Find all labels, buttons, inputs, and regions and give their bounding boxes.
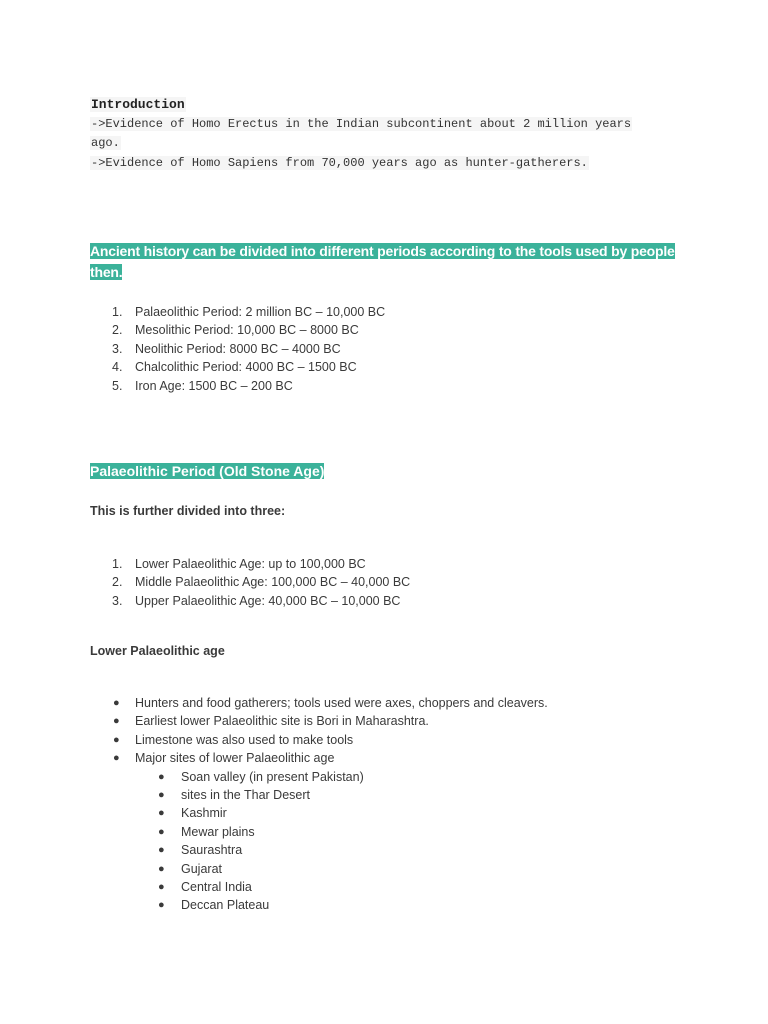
- bullet-icon: ●: [158, 899, 165, 912]
- list-item: ● Limestone was also used to make tools: [90, 731, 548, 749]
- list-item: 5. Iron Age: 1500 BC – 200 BC: [112, 378, 293, 393]
- list-item: 4. Chalcolithic Period: 4000 BC – 1500 BC: [112, 360, 357, 375]
- list-item: 1. Palaeolithic Period: 2 million BC – 10,000 BC: [112, 305, 386, 319]
- intro-line-homo-sapiens: ->Evidence of Homo Sapiens from 70,000 years ago as hunter-gatherers.: [91, 155, 588, 170]
- list-item: 2. Mesolithic Period: 10,000 BC – 8000 BC: [112, 323, 359, 338]
- sub-list-item: ● Soan valley (in present Pakistan): [90, 768, 548, 786]
- lower-palaeolithic-list: [90, 694, 548, 915]
- bullet-icon: ●: [158, 807, 165, 820]
- palaeolithic-divisions-list: [90, 555, 410, 610]
- bullet-icon: ●: [158, 880, 165, 893]
- bullet-icon: ●: [158, 770, 165, 783]
- sub-list-item: ● Saurashtra: [90, 841, 548, 859]
- bullet-icon: ●: [113, 752, 120, 765]
- list-item: 3. Neolithic Period: 8000 BC – 4000 BC: [112, 341, 341, 356]
- bullet-icon: ●: [158, 862, 165, 875]
- sub-list-item: ● sites in the Thar Desert: [90, 786, 548, 804]
- sub-list-item: ● Mewar plains: [90, 823, 548, 841]
- introduction-section: [90, 95, 650, 172]
- bullet-icon: ●: [158, 788, 165, 801]
- introduction-title: Introduction: [91, 97, 185, 112]
- list-item: 3. Upper Palaeolithic Age: 40,000 BC – 10,000 BC: [112, 593, 401, 608]
- bullet-icon: ●: [113, 715, 120, 728]
- periods-list: [90, 303, 385, 395]
- list-item: 1. Lower Palaeolithic Age: up to 100,000 BC: [112, 557, 366, 571]
- intro-line-homo-erectus-cont: ago.: [91, 136, 120, 150]
- periods-heading-text: Ancient history can be divided into different periods according to the tools used by people then.: [90, 243, 675, 280]
- list-item: 2. Middle Palaeolithic Age: 100,000 BC – 40,000 BC: [112, 575, 411, 590]
- sub-list-item: ● Deccan Plateau: [90, 896, 548, 914]
- palaeolithic-heading: [90, 461, 324, 482]
- sub-list-item: ● Central India: [90, 878, 548, 896]
- bullet-icon: ●: [113, 697, 120, 709]
- list-item: ● Major sites of lower Palaeolithic age: [90, 749, 548, 767]
- palaeolithic-heading-text: Palaeolithic Period (Old Stone Age): [90, 463, 325, 479]
- list-item: ● Hunters and food gatherers; tools used were axes, choppers and cleavers.: [90, 694, 548, 712]
- bullet-icon: ●: [113, 733, 120, 746]
- lower-palaeolithic-heading: Lower Palaeolithic age: [90, 644, 225, 658]
- periods-heading: [90, 241, 680, 283]
- intro-line-homo-erectus: ->Evidence of Homo Erectus in the Indian subcontinent about 2 million years: [91, 116, 632, 131]
- bullet-icon: ●: [158, 825, 165, 838]
- list-item: ● Earliest lower Palaeolithic site is Bori in Maharashtra.: [90, 712, 548, 730]
- bullet-icon: ●: [158, 844, 165, 857]
- sub-list-item: ● Gujarat: [90, 860, 548, 878]
- sub-list-item: ● Kashmir: [90, 804, 548, 822]
- palaeolithic-subtitle: This is further divided into three:: [90, 504, 286, 518]
